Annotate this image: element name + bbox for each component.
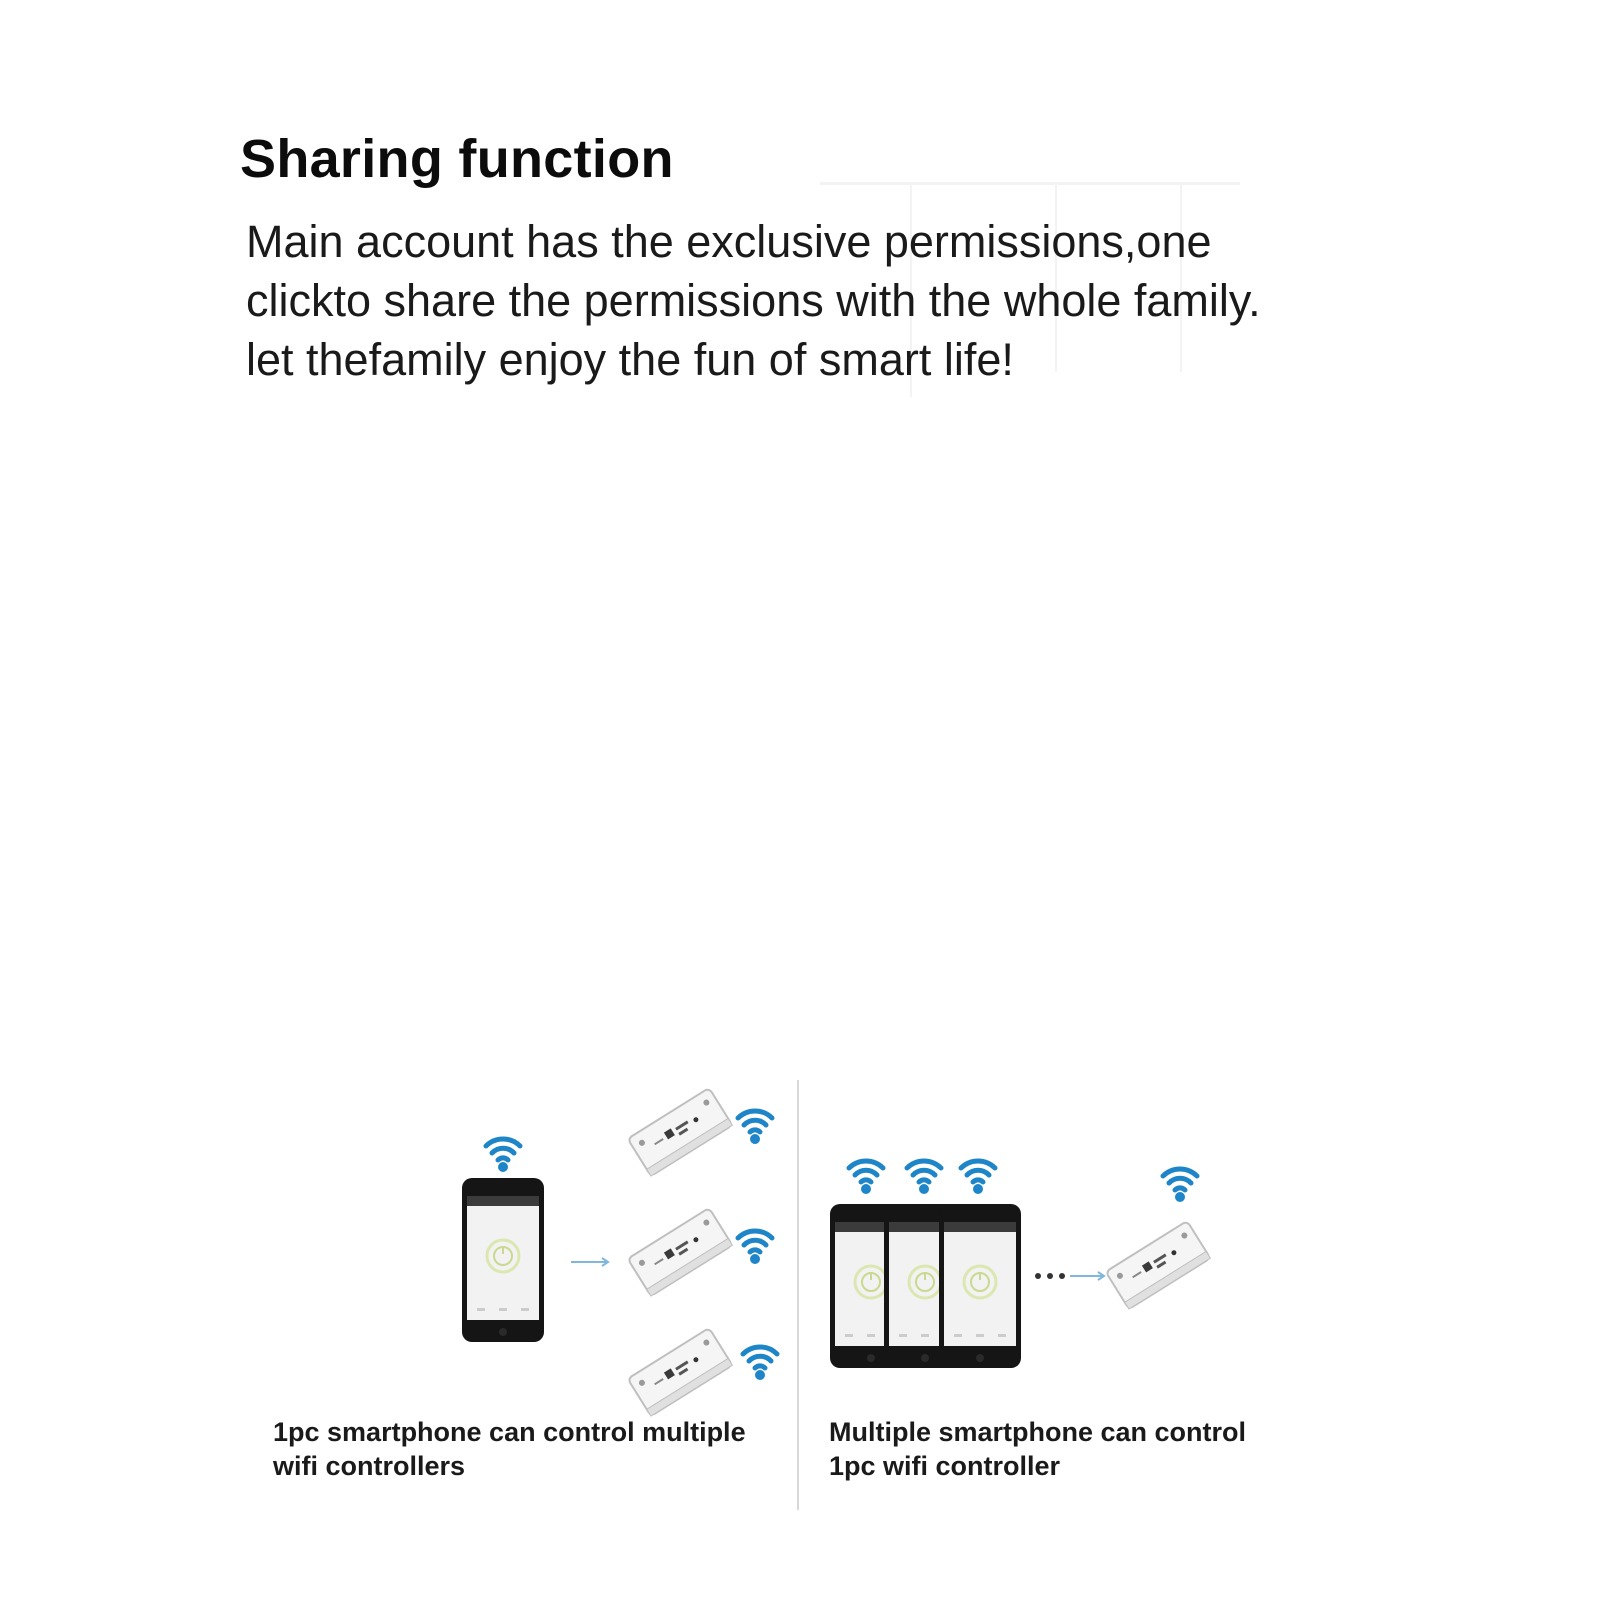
wifi-icon [961, 1161, 995, 1194]
caption-line: wifi controllers [273, 1451, 466, 1481]
caption-line: 1pc wifi controller [829, 1451, 1061, 1481]
description-line: let thefamily enjoy the fun of smart life! [246, 334, 1014, 385]
smartphone-icon [462, 1178, 544, 1342]
section-divider [797, 1080, 799, 1510]
wifi-controller-icon [1106, 1221, 1211, 1309]
dots-icon [1035, 1273, 1065, 1279]
right-caption [829, 1415, 1246, 1483]
wifi-controller-icon [628, 1208, 733, 1296]
arrow-right-icon [1070, 1272, 1104, 1280]
left-caption [273, 1415, 746, 1483]
wifi-icon [1163, 1169, 1197, 1202]
page-title: Sharing function [240, 129, 674, 189]
wifi-controller-icon [628, 1328, 733, 1416]
wifi-controller-icon [628, 1088, 733, 1176]
wifi-icon [486, 1139, 520, 1172]
smartphone-icon [939, 1204, 1021, 1368]
wifi-icon [738, 1111, 772, 1144]
caption-line: 1pc smartphone can control multiple [273, 1417, 746, 1447]
description-line: Main account has the exclusive permissions,one [246, 216, 1212, 267]
wifi-icon [743, 1347, 777, 1380]
wifi-icon [738, 1231, 772, 1264]
wifi-icon [907, 1161, 941, 1194]
wifi-icon [849, 1161, 883, 1194]
caption-line: Multiple smartphone can control [829, 1417, 1247, 1447]
arrow-right-icon [571, 1258, 608, 1266]
description-line: clickto share the permissions with the whole family. [246, 275, 1261, 326]
